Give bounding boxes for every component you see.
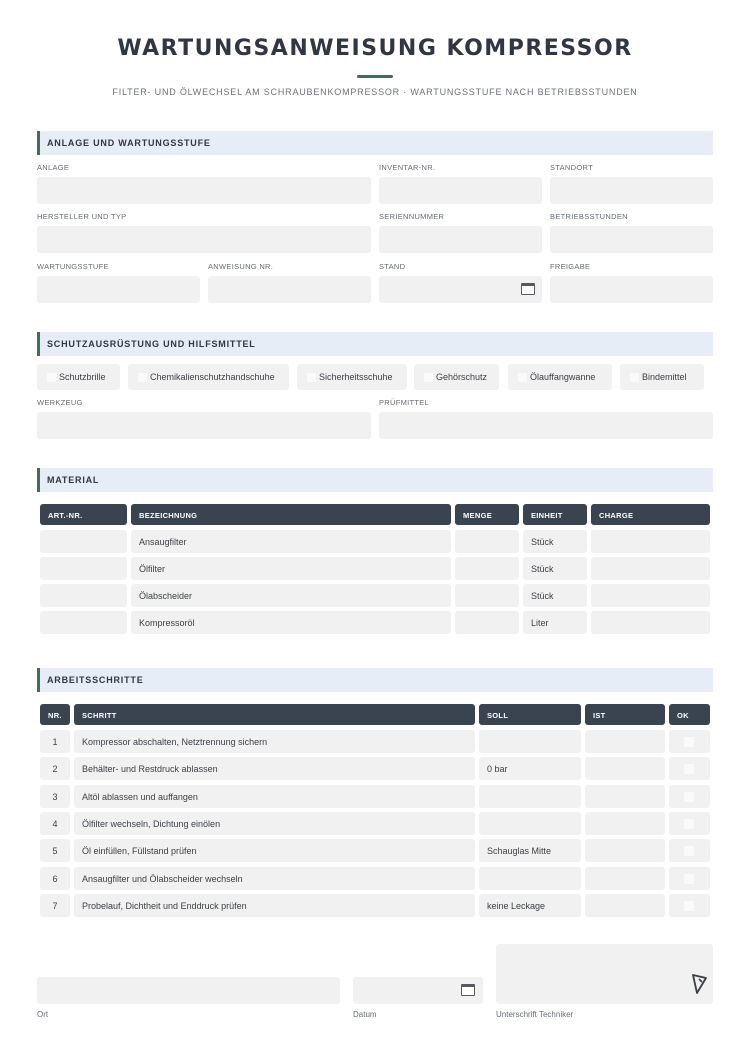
material-bezeichnung-cell-text: Kompressoröl <box>139 618 195 628</box>
ok-checkbox[interactable] <box>684 737 694 747</box>
material-menge-cell[interactable] <box>455 530 519 553</box>
material-header-bezeichnung: BEZEICHNUNG <box>131 504 451 525</box>
step-ok-cell[interactable] <box>669 785 710 808</box>
ok-checkbox[interactable] <box>684 901 694 911</box>
pruefmittel-field[interactable] <box>379 412 713 439</box>
label-wartungsstufe: WARTUNGSSTUFE <box>37 262 109 271</box>
ok-checkbox[interactable] <box>684 846 694 856</box>
material-bezeichnung-cell <box>131 611 451 634</box>
step-ist-field[interactable] <box>585 730 665 753</box>
material-charge-cell[interactable] <box>591 530 710 553</box>
material-einheit-cell-text: Liter <box>531 618 549 628</box>
step-nr-cell <box>40 894 70 917</box>
step-nr-cell-text: 6 <box>52 873 58 884</box>
page-title: WARTUNGSANWEISUNG KOMPRESSOR <box>117 36 633 61</box>
step-schritt-cell <box>74 839 475 862</box>
checkbox-icon[interactable] <box>307 373 316 382</box>
ok-checkbox[interactable] <box>684 874 694 884</box>
checkbox-icon[interactable] <box>424 373 433 382</box>
step-ist-field[interactable] <box>585 839 665 862</box>
material-bezeichnung-cell <box>131 557 451 580</box>
label-betriebsstunden: BETRIEBSSTUNDEN <box>550 212 628 221</box>
anlage-field[interactable] <box>37 177 371 204</box>
step-soll-cell <box>479 757 581 780</box>
datum-field[interactable] <box>353 977 483 1004</box>
steps-header-schritt: SCHRITT <box>74 704 475 725</box>
material-artnr-cell[interactable] <box>40 611 127 634</box>
page-subtitle: FILTER- UND ÖLWECHSEL AM SCHRAUBENKOMPRESSOR · WARTUNGSSTUFE NACH BETRIEBSSTUNDEN <box>112 87 638 97</box>
step-soll-cell-text: 0 bar <box>487 764 508 775</box>
checkbox-icon[interactable] <box>630 373 639 382</box>
ppe-label: Gehörschutz <box>436 372 488 382</box>
material-einheit-cell <box>523 557 587 580</box>
seriennummer-field[interactable] <box>379 226 542 253</box>
step-nr-cell <box>40 812 70 835</box>
ppe-label: Chemikalienschutzhandschuhe <box>150 372 275 382</box>
material-header-artnr: ART.-NR. <box>40 504 127 525</box>
label-pruefmittel: PRÜFMITTEL <box>379 398 430 407</box>
step-nr-cell-text: 5 <box>52 846 58 857</box>
material-charge-cell[interactable] <box>591 557 710 580</box>
step-soll-cell <box>479 867 581 890</box>
section-anlage-title: ANLAGE UND WARTUNGSSTUFE <box>47 138 211 148</box>
step-ist-field[interactable] <box>585 867 665 890</box>
step-soll-cell <box>479 785 581 808</box>
section-material-title: MATERIAL <box>47 475 100 485</box>
ok-checkbox[interactable] <box>684 764 694 774</box>
label-freigabe: FREIGABE <box>550 262 591 271</box>
material-einheit-cell-text: Stück <box>531 591 554 601</box>
step-soll-cell <box>479 894 581 917</box>
ppe-checkbox-sicherheitsschuhe[interactable] <box>297 364 407 390</box>
steps-header-ok: OK <box>669 704 710 725</box>
ok-checkbox[interactable] <box>684 792 694 802</box>
step-schritt-cell-text: Ölfilter wechseln, Dichtung einölen <box>82 818 221 829</box>
material-bezeichnung-cell <box>131 530 451 553</box>
step-nr-cell <box>40 757 70 780</box>
label-werkzeug: WERKZEUG <box>37 398 83 407</box>
anweisung-field[interactable] <box>208 276 371 303</box>
step-schritt-cell <box>74 812 475 835</box>
checkbox-icon[interactable] <box>138 373 147 382</box>
label-seriennummer: SERIENNUMMER <box>379 212 445 221</box>
step-nr-cell-text: 4 <box>52 818 58 829</box>
label-anlage: ANLAGE <box>37 163 70 172</box>
material-einheit-cell <box>523 530 587 553</box>
label-datum: Datum <box>353 1010 377 1019</box>
step-ok-cell[interactable] <box>669 894 710 917</box>
wartungsstufe-field[interactable] <box>37 276 200 303</box>
ppe-checkbox-schutzbrille[interactable] <box>37 364 120 390</box>
steps-header-ist: IST <box>585 704 665 725</box>
material-einheit-cell-text: Stück <box>531 537 554 547</box>
label-ort: Ort <box>37 1010 49 1019</box>
step-nr-cell <box>40 839 70 862</box>
section-anlage <box>37 131 713 155</box>
step-soll-cell <box>479 730 581 753</box>
step-schritt-cell-text: Behälter- und Restdruck ablassen <box>82 764 218 775</box>
material-einheit-cell-text: Stück <box>531 564 554 574</box>
signature-pen-icon <box>692 973 708 995</box>
stand-date-field[interactable] <box>379 276 542 303</box>
steps-header-soll: SOLL <box>479 704 581 725</box>
step-ist-field[interactable] <box>585 894 665 917</box>
section-schutz-title: SCHUTZAUSRÜSTUNG UND HILFSMITTEL <box>47 339 256 349</box>
ort-field[interactable] <box>37 977 340 1004</box>
ppe-checkbox-oelauffangwanne[interactable] <box>508 364 612 390</box>
step-nr-cell <box>40 730 70 753</box>
inventar-field[interactable] <box>379 177 542 204</box>
step-soll-cell <box>479 839 581 862</box>
step-schritt-cell-text: Altöl ablassen und auffangen <box>82 791 198 802</box>
werkzeug-field[interactable] <box>37 412 371 439</box>
material-menge-cell[interactable] <box>455 611 519 634</box>
material-menge-cell[interactable] <box>455 584 519 607</box>
freigabe-field[interactable] <box>550 276 713 303</box>
checkbox-icon[interactable] <box>518 373 527 382</box>
step-schritt-cell-text: Probelauf, Dichtheit und Enddruck prüfen <box>82 900 247 911</box>
label-hersteller: HERSTELLER UND TYP <box>37 212 127 221</box>
title-underline <box>357 75 393 78</box>
step-nr-cell-text: 7 <box>52 900 58 911</box>
step-schritt-cell <box>74 730 475 753</box>
step-ist-field[interactable] <box>585 785 665 808</box>
label-anweisung: ANWEISUNG NR. <box>208 262 274 271</box>
step-ist-field[interactable] <box>585 812 665 835</box>
step-nr-cell-text: 1 <box>52 737 58 747</box>
step-ok-cell[interactable] <box>669 730 710 753</box>
standort-field[interactable] <box>550 177 713 204</box>
step-schritt-cell <box>74 867 475 890</box>
step-ok-cell[interactable] <box>669 839 710 862</box>
material-bezeichnung-cell-text: Ölabscheider <box>139 591 193 601</box>
material-header-charge: CHARGE <box>591 504 710 525</box>
label-stand: STAND <box>379 262 406 271</box>
material-artnr-cell[interactable] <box>40 530 127 553</box>
step-ok-cell[interactable] <box>669 757 710 780</box>
label-unterschrift: Unterschrift Techniker <box>496 1010 574 1019</box>
material-artnr-cell[interactable] <box>40 557 127 580</box>
hersteller-field[interactable] <box>37 226 371 253</box>
material-bezeichnung-cell <box>131 584 451 607</box>
ppe-checkbox-gehoerschutz[interactable] <box>414 364 499 390</box>
steps-header-nr: NR. <box>40 704 70 725</box>
step-ist-field[interactable] <box>585 757 665 780</box>
label-inventar: INVENTAR-NR. <box>379 163 436 172</box>
material-charge-cell[interactable] <box>591 611 710 634</box>
step-schritt-cell-text: Öl einfüllen, Füllstand prüfen <box>82 846 197 857</box>
checkbox-icon[interactable] <box>47 373 56 382</box>
material-bezeichnung-cell-text: Ölfilter <box>139 564 166 574</box>
ppe-label: Schutzbrille <box>59 372 106 382</box>
step-nr-cell <box>40 867 70 890</box>
ok-checkbox[interactable] <box>684 819 694 829</box>
ppe-checkbox-bindemittel[interactable] <box>620 364 704 390</box>
section-schutz <box>37 332 713 356</box>
step-schritt-cell <box>74 757 475 780</box>
label-standort: STANDORT <box>550 163 593 172</box>
calendar-icon[interactable] <box>461 984 475 996</box>
material-charge-cell[interactable] <box>591 584 710 607</box>
step-nr-cell-text: 3 <box>52 791 58 802</box>
section-arbeitsschritte <box>37 668 713 692</box>
calendar-icon[interactable] <box>521 283 535 295</box>
ppe-checkbox-handschuhe[interactable] <box>128 364 289 390</box>
ppe-label: Ölauffangwanne <box>530 372 596 382</box>
step-schritt-cell-text: Ansaugfilter und Ölabscheider wechseln <box>82 873 243 884</box>
step-soll-cell <box>479 812 581 835</box>
material-einheit-cell <box>523 611 587 634</box>
section-material <box>37 468 713 492</box>
section-arbeitsschritte-title: ARBEITSSCHRITTE <box>47 675 144 685</box>
material-menge-cell[interactable] <box>455 557 519 580</box>
step-soll-cell-text: keine Leckage <box>487 900 546 911</box>
step-nr-cell <box>40 785 70 808</box>
step-schritt-cell <box>74 785 475 808</box>
step-ok-cell[interactable] <box>669 867 710 890</box>
signature-field[interactable] <box>496 944 713 1004</box>
step-ok-cell[interactable] <box>669 812 710 835</box>
step-nr-cell-text: 2 <box>52 764 58 775</box>
ppe-label: Sicherheitsschuhe <box>319 372 393 382</box>
material-artnr-cell[interactable] <box>40 584 127 607</box>
ppe-label: Bindemittel <box>642 372 687 382</box>
material-header-menge: MENGE <box>455 504 519 525</box>
betriebsstunden-field[interactable] <box>550 226 713 253</box>
step-soll-cell-text: Schauglas Mitte <box>487 846 552 857</box>
material-einheit-cell <box>523 584 587 607</box>
material-bezeichnung-cell-text: Ansaugfilter <box>139 537 187 547</box>
step-schritt-cell-text: Kompressor abschalten, Netztrennung sichern <box>82 737 268 747</box>
step-schritt-cell <box>74 894 475 917</box>
material-header-einheit: EINHEIT <box>523 504 587 525</box>
